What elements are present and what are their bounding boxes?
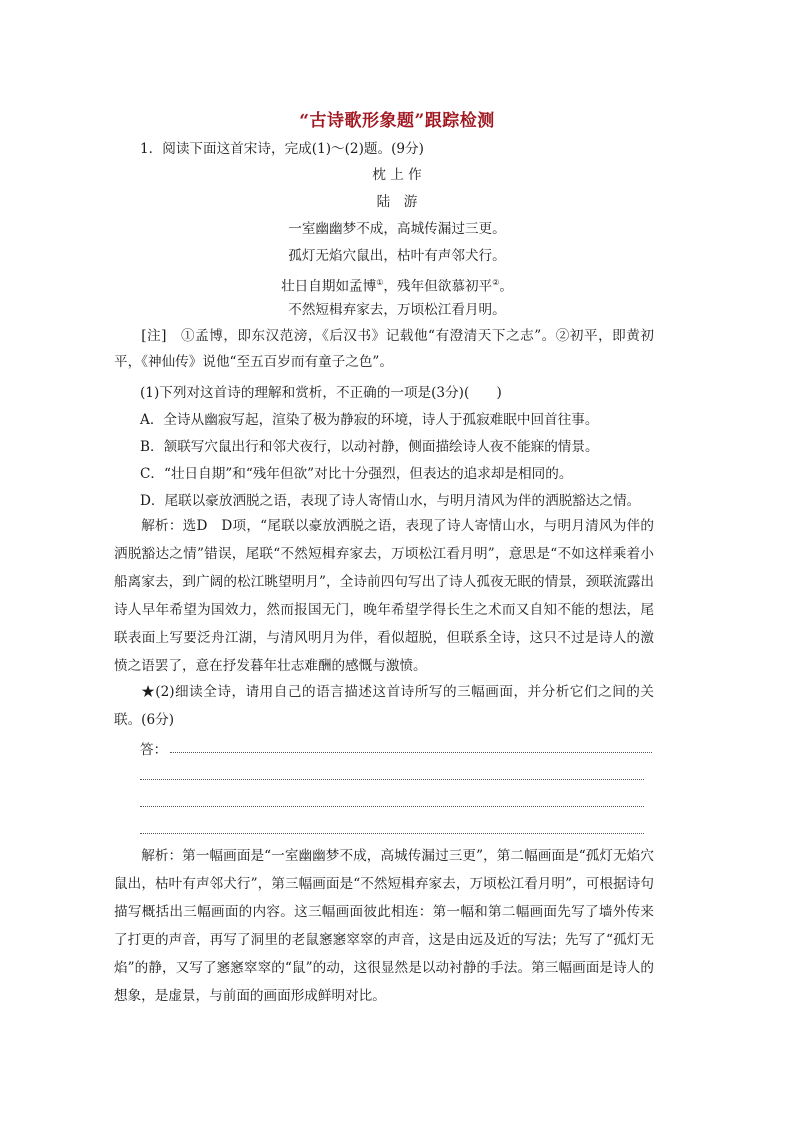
answer-line-2[interactable] (140, 779, 644, 780)
poem-line-4: 不然短楫弃家去，万顷松江看月明。 (288, 302, 506, 318)
sub-question-1-analysis: 解析：选D D项，“尾联以豪放洒脱之语，表现了诗人寄情山水，与明月清风为伴的洒脱豁达之情”错误，尾联“不然短楫弃家去，万顷松江看月明”，意思是“不如这样乘着小船离家去，到广阔的松江眺望明月”，全诗前四句写出了诗人孤夜无眠的情景，颈联流露出诗人早年希望为国效力，然而报国无门，晚年希望学得长生之术而又自知不能的想法，尾联表面上写要泛舟江湖，与清风明月为伴，看似超脱，但联系全诗，这只不过是诗人的激愤之语罢了，意在抒发暮年壮志难酬的感慨与激愤。 (114, 518, 654, 674)
answer-line-4[interactable] (140, 833, 644, 834)
poem-title: 枕 上 作 (372, 167, 422, 183)
poem-line-1: 一室幽幽梦不成，高城传漏过三更。 (288, 221, 506, 237)
sub-question-2-analysis: 解析：第一幅画面是“一室幽幽梦不成，高城传漏过三更”，第二幅画面是“孤灯无焰穴鼠出，枯叶有声邻犬行”，第三幅画面是“不然短楫弃家去，万顷松江看月明”，可根据诗句描写概括出三幅画面的内容。这三幅画面彼此相连：第一幅和第二幅画面先写了墙外传来了打更的声音，再写了洞里的老鼠窸窸窣窣的声音，这是由远及近的写法；先写了“孤灯无焰”的静，又写了窸窸窣窣的“鼠”的动，这很显然是以动衬静的手法。第三幅画面是诗人的想象，是虚景，与前面的画面形成鲜明对比。 (114, 848, 654, 1004)
poem-author: 陆 游 (376, 194, 418, 210)
option-a: A．全诗从幽寂写起，渲染了极为静寂的环境，诗人于孤寂难眠中回首往事。 (140, 412, 599, 428)
answer-line-1[interactable] (170, 752, 652, 753)
poem-line-3-part-2: ，残年但欲慕初平 (383, 278, 493, 295)
page-title: “古诗歌形象题”跟踪检测 (299, 111, 495, 131)
note-mark-2: ② (492, 278, 500, 287)
note-mark-1: ① (376, 278, 384, 287)
poem-note: [注] ①孟博，即东汉范滂，《后汉书》记载他“有澄清天下之志”。②初平，即黄初平，《神仙传》说他“至五百岁而有童子之色”。 (114, 328, 654, 370)
answer-line-3[interactable] (140, 806, 644, 807)
option-c: C．“壮日自期”和“残年但欲”对比十分强烈，但表达的追求却是相同的。 (140, 466, 573, 482)
option-d: D．尾联以豪放洒脱之语，表现了诗人寄情山水，与明月清风为伴的洒脱豁达之情。 (140, 493, 641, 509)
poem-line-2: 孤灯无焰穴鼠出，枯叶有声邻犬行。 (288, 248, 506, 264)
sub-question-2-stem: ★(2)细读全诗，请用自己的语言描述这首诗所写的三幅画面，并分析它们之间的关联。(6分) (114, 684, 654, 728)
option-b: B．颔联写穴鼠出行和邻犬夜行，以动衬静，侧面描绘诗人夜不能寐的情景。 (140, 439, 599, 455)
answer-label: 答： (140, 742, 168, 758)
sub-question-1-stem: (1)下列对这首诗的理解和赏析，不正确的一项是(3分)( ) (140, 385, 502, 401)
poem-line-3-part-3: 。 (499, 278, 513, 295)
poem-line-3-part-1: 壮日自期如孟博 (281, 278, 377, 295)
poem-line-3 (0, 274, 794, 296)
question-1-stem: 1．阅读下面这首宋诗，完成(1)～(2)题。(9分) (140, 141, 424, 157)
